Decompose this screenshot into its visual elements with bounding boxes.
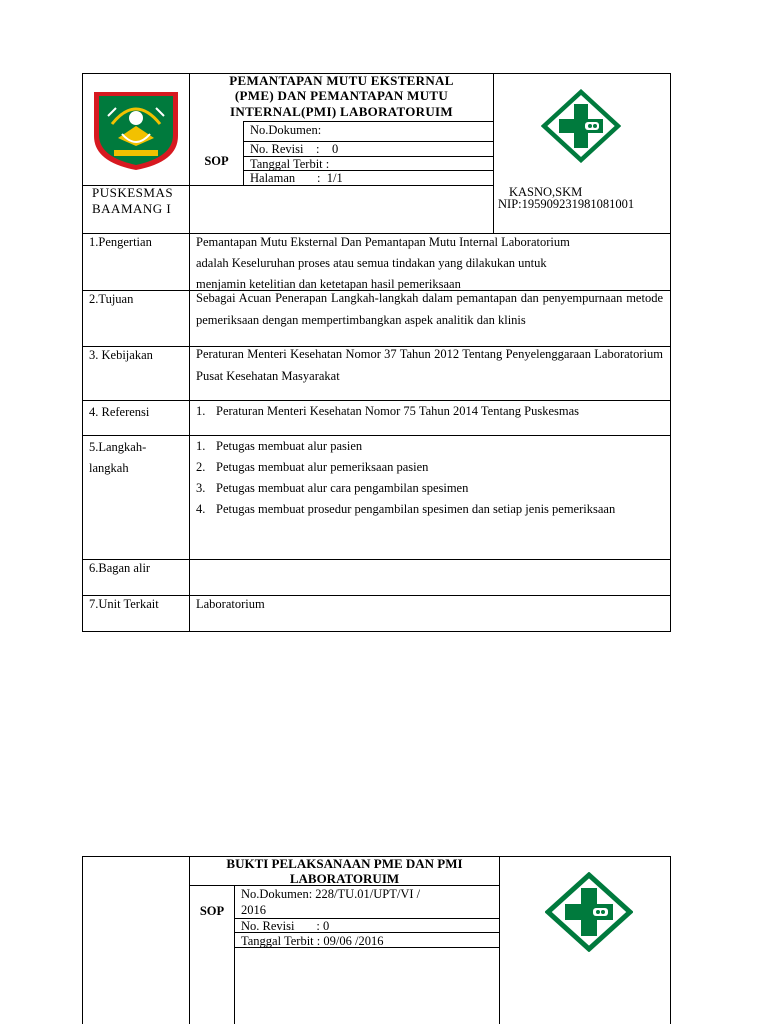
regional-emblem-logo: [88, 86, 184, 172]
pengertian-text: adalah Keseluruhan proses atau semua tindakan yang dilakukan untuk: [196, 256, 547, 270]
grid-line: [243, 121, 494, 122]
title-line: BUKTI PELAKSANAAN PME DAN PMI: [226, 856, 463, 871]
no-dokumen-field: No.Dokumen: 228/TU.01/UPT/VI /: [241, 887, 421, 901]
row-label-kebijakan: 3. Kebijakan: [89, 348, 153, 362]
list-item: 1. Petugas membuat alur pasien: [196, 439, 363, 453]
tujuan-text: Sebagai Acuan Penerapan Langkah-langkah dalam pemantapan dan penyempurnaan metode pemeriksaan dengan mempertimbangkan aspek analitik dan klinis: [196, 291, 663, 327]
row-label-bagan-alir: 6.Bagan alir: [89, 561, 151, 575]
kebijakan-text: Peraturan Menteri Kesehatan Nomor 37 Tahun 2012 Tentang Penyelenggaraan Laboratorium Pusat Kesehatan Masyarakat: [196, 347, 663, 383]
row-label-unit-terkait: 7.Unit Terkait: [89, 597, 159, 611]
no-dokumen-field: 2016: [241, 903, 266, 917]
row-label-tujuan: 2.Tujuan: [89, 292, 134, 306]
organization-name: BAAMANG I: [92, 201, 172, 216]
no-revisi-field: No. Revisi : 0: [241, 919, 330, 933]
sop-document-2: [0, 840, 768, 1024]
grid-line: [82, 233, 671, 234]
grid-line: [234, 885, 235, 1024]
no-revisi-field: No. Revisi : 0: [250, 142, 339, 156]
grid-line: [670, 73, 671, 632]
langkah-list: [190, 436, 630, 520]
grid-line: [82, 595, 671, 596]
grid-line: [499, 856, 500, 1024]
grid-line: [670, 856, 671, 1024]
puskesmas-logo: [545, 872, 633, 952]
title-line: PEMANTAPAN MUTU EKSTERNAL: [229, 73, 454, 88]
row-label-langkah: 5.Langkah-: [89, 440, 147, 454]
title-line: LABORATORUIM: [289, 871, 400, 886]
halaman-field: Halaman : 1/1: [250, 171, 343, 185]
grid-line: [493, 73, 494, 233]
pengertian-text: Pemantapan Mutu Eksternal Dan Pemantapan Mutu Internal Laboratorium: [196, 235, 570, 249]
title-line: INTERNAL(PMI) LABORATORUIM: [230, 104, 453, 119]
organization-name: PUSKESMAS: [92, 185, 174, 200]
list-item: 1. Peraturan Menteri Kesehatan Nomor 75 Tahun 2014 Tentang Puskesmas: [196, 404, 579, 418]
tanggal-terbit-field: Tanggal Terbit :: [250, 157, 330, 171]
row-label-langkah: langkah: [89, 461, 129, 475]
no-dokumen-field: No.Dokumen:: [250, 123, 322, 137]
row-label-pengertian: 1.Pengertian: [89, 235, 152, 249]
tanggal-terbit-field: Tanggal Terbit : 09/06 /2016: [241, 934, 384, 948]
signer-name: KASNO,SKM: [509, 185, 583, 199]
grid-line: [82, 559, 671, 560]
title-line: (PME) DAN PEMANTAPAN MUTU: [234, 88, 449, 103]
pengertian-text: menjamin ketelitian dan ketetapan hasil pemeriksaan: [196, 277, 461, 291]
grid-line: [82, 631, 671, 632]
grid-line: [243, 121, 244, 185]
grid-line: [82, 73, 83, 632]
sop-label: SOP: [204, 154, 229, 168]
unit-terkait-text: Laboratorium: [196, 597, 265, 611]
row-label-referensi: 4. Referensi: [89, 405, 150, 419]
puskesmas-logo: [541, 89, 621, 163]
list-item: 2. Petugas membuat alur pemeriksaan pasien: [196, 460, 429, 474]
list-item: 4. Petugas membuat prosedur pengambilan spesimen dan setiap jenis pemeriksaan: [196, 502, 616, 516]
sop-label: SOP: [199, 904, 225, 918]
referensi-list: [190, 401, 660, 422]
list-item: 3. Petugas membuat alur cara pengambilan spesimen: [196, 481, 469, 495]
grid-line: [82, 856, 83, 1024]
signer-nip: NIP:195909231981081001: [498, 197, 635, 211]
